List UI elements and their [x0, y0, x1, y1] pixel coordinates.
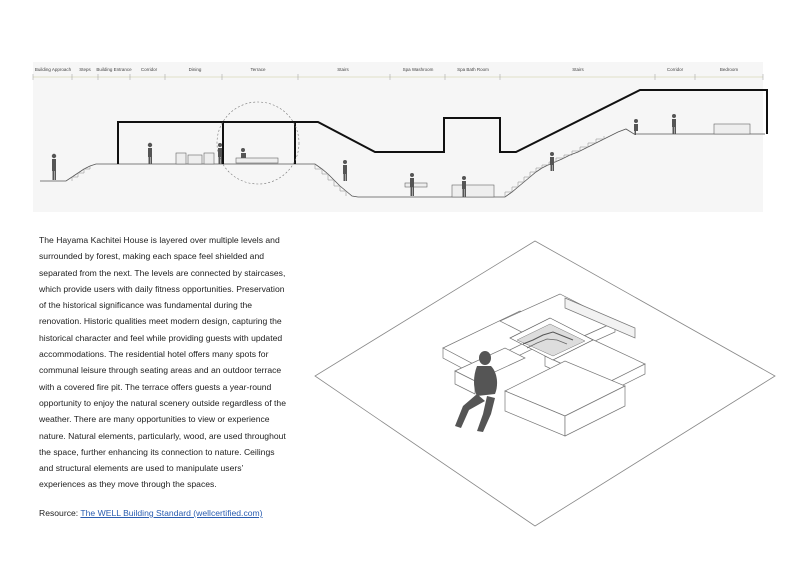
section-label: Building Approach	[34, 67, 72, 72]
section-drawing-svg	[0, 0, 798, 215]
person-icon	[462, 176, 466, 197]
section-label: Corridor	[140, 67, 158, 72]
section-label: Corridor	[666, 67, 684, 72]
section-label: Stairs	[337, 67, 349, 72]
section-label: Spa Washroom	[402, 67, 434, 72]
resource-line	[39, 508, 263, 518]
seating-blocks	[443, 294, 645, 436]
section-label: Bedroom	[719, 67, 739, 72]
section-label: Steps	[79, 67, 91, 72]
section-label: Building Entrance	[96, 67, 132, 72]
section-drawing	[0, 0, 798, 215]
person-icon	[672, 114, 676, 134]
person-icon	[218, 143, 222, 164]
section-label: Terrace	[250, 67, 266, 72]
resource-label: Resource:	[39, 508, 79, 518]
section-background	[33, 62, 763, 212]
section-label: Dining	[188, 67, 202, 72]
description-paragraph: The Hayama Kachitei House is layered over multiple levels and surrounded by forest, making each space feel shielded and separated from the next. The levels are connected by staircases, which provide users with daily fitness opportunities. Preservation of the historical significance was fundamental during the renovation. Historic qualities meet modern design, capturing the historical character and feel while providing guests with updated accommodations. The residential hotel offers many spots for communal leisure through seating areas and an outdoor terrace with a covered fire pit. The terrace offers guests a year-round opportunity to enjoy the natural scenery outside regardless of the weather. There are many opportunities to view or experience nature. Natural elements, particularly, wood, are used throughout the space, further enhancing its connection to nature. Ceilings and structural elements are used to manipulate users’ experiences as they move through the spaces.	[39, 235, 286, 490]
person-icon	[343, 160, 347, 181]
resource-link[interactable]: The WELL Building Standard (wellcertified.com)	[80, 508, 263, 518]
person-icon	[550, 152, 554, 171]
axonometric-fire-pit-drawing	[305, 236, 785, 536]
section-label: Spa Bath Room	[457, 67, 489, 72]
section-label: Stairs	[572, 67, 584, 72]
